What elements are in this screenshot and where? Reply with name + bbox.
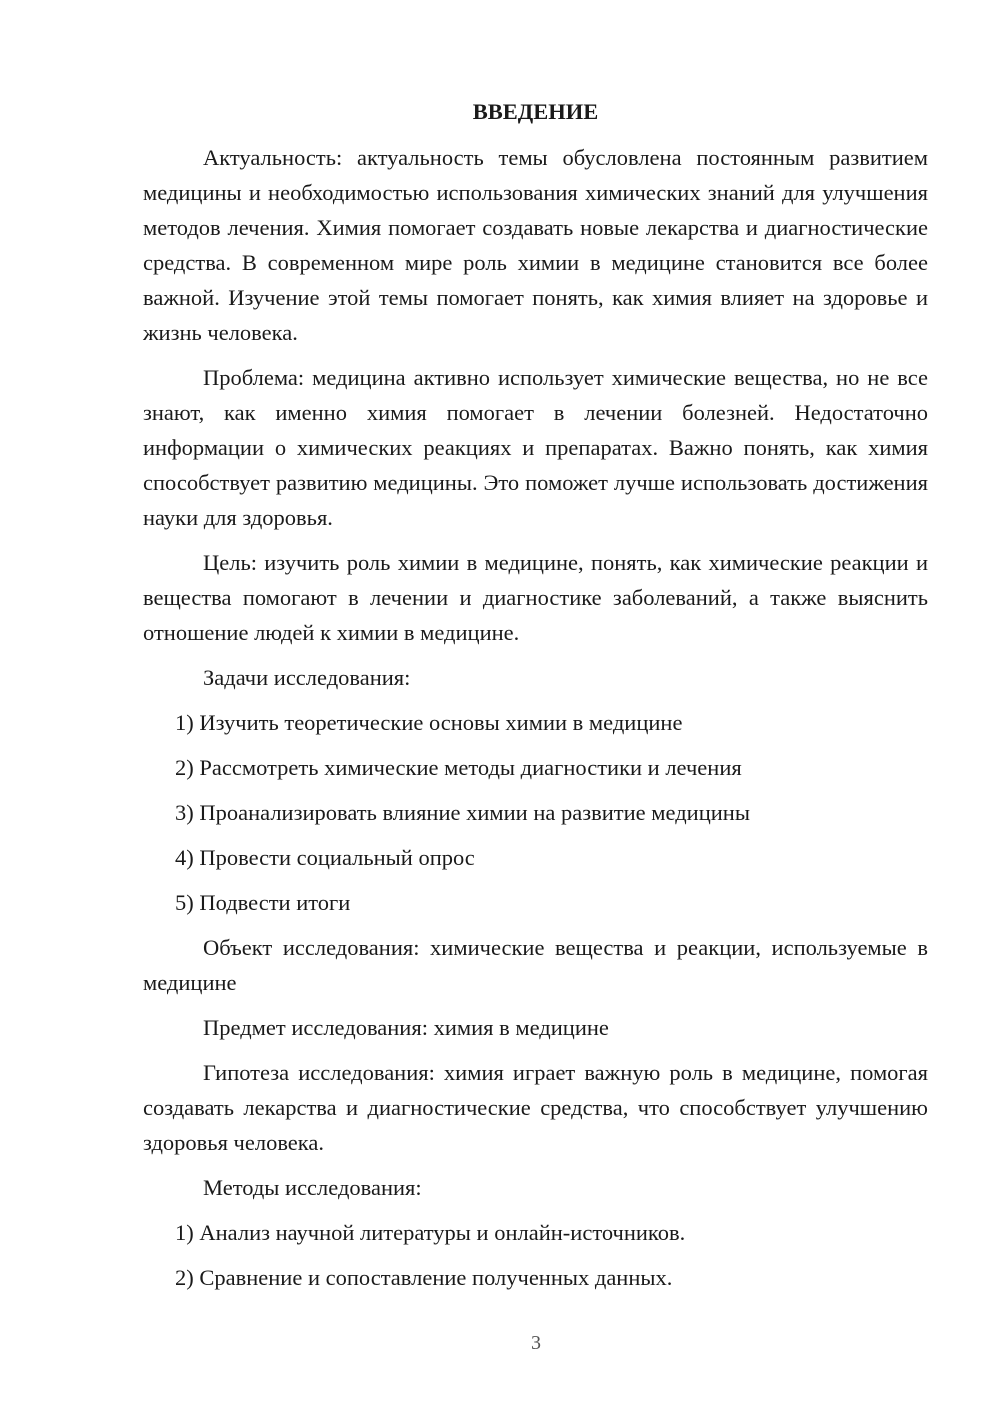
list-item: 1) Изучить теоретические основы химии в медицине xyxy=(175,710,683,735)
hypothesis-paragraph: Гипотеза исследования: химия играет важную роль в медицине, помогая создавать лекарства и диагностические средства, что способствует улучшению здоровья человека. xyxy=(143,1060,928,1155)
list-item: 2) Сравнение и сопоставление полученных данных. xyxy=(175,1265,673,1290)
page-number: 3 xyxy=(531,1332,541,1354)
section-title: ВВЕДЕНИЕ xyxy=(472,99,599,124)
list-item: 4) Провести социальный опрос xyxy=(175,845,475,870)
methods-heading: Методы исследования: xyxy=(203,1175,422,1200)
tasks-heading: Задачи исследования: xyxy=(203,665,411,690)
list-item: 2) Рассмотреть химические методы диагностики и лечения xyxy=(175,755,742,780)
list-item: 5) Подвести итоги xyxy=(175,890,351,915)
subject-paragraph: Предмет исследования: химия в медицине xyxy=(203,1015,609,1040)
tasks-list xyxy=(143,705,928,920)
goal-paragraph: Цель: изучить роль химии в медицине, понять, как химические реакции и вещества помогают в лечении и диагностике заболеваний, а также выяснить отношение людей к химии в медицине. xyxy=(143,550,928,645)
relevance-paragraph: Актуальность: актуальность темы обусловлена постоянным развитием медицины и необходимостью использования химических знаний для улучшения методов лечения. Химия помогает создавать новые лекарства и диагностические средства. В современном мире роль химии в медицине становится все более важной. Изучение этой темы помогает понять, как химия влияет на здоровье и жизнь человека. xyxy=(143,145,928,345)
list-item: 1) Анализ научной литературы и онлайн-источников. xyxy=(175,1220,686,1245)
document-body xyxy=(143,96,928,1305)
problem-paragraph: Проблема: медицина активно использует химические вещества, но не все знают, как именно химия помогает в лечении болезней. Недостаточно информации о химических реакциях и препаратах. Важно понять, как химия способствует развитию медицины. Это поможет лучше использовать достижения науки для здоровья. xyxy=(143,365,928,530)
methods-list xyxy=(143,1215,928,1295)
object-paragraph: Объект исследования: химические вещества и реакции, используемые в медицине xyxy=(143,935,928,995)
list-item: 3) Проанализировать влияние химии на развитие медицины xyxy=(175,800,750,825)
